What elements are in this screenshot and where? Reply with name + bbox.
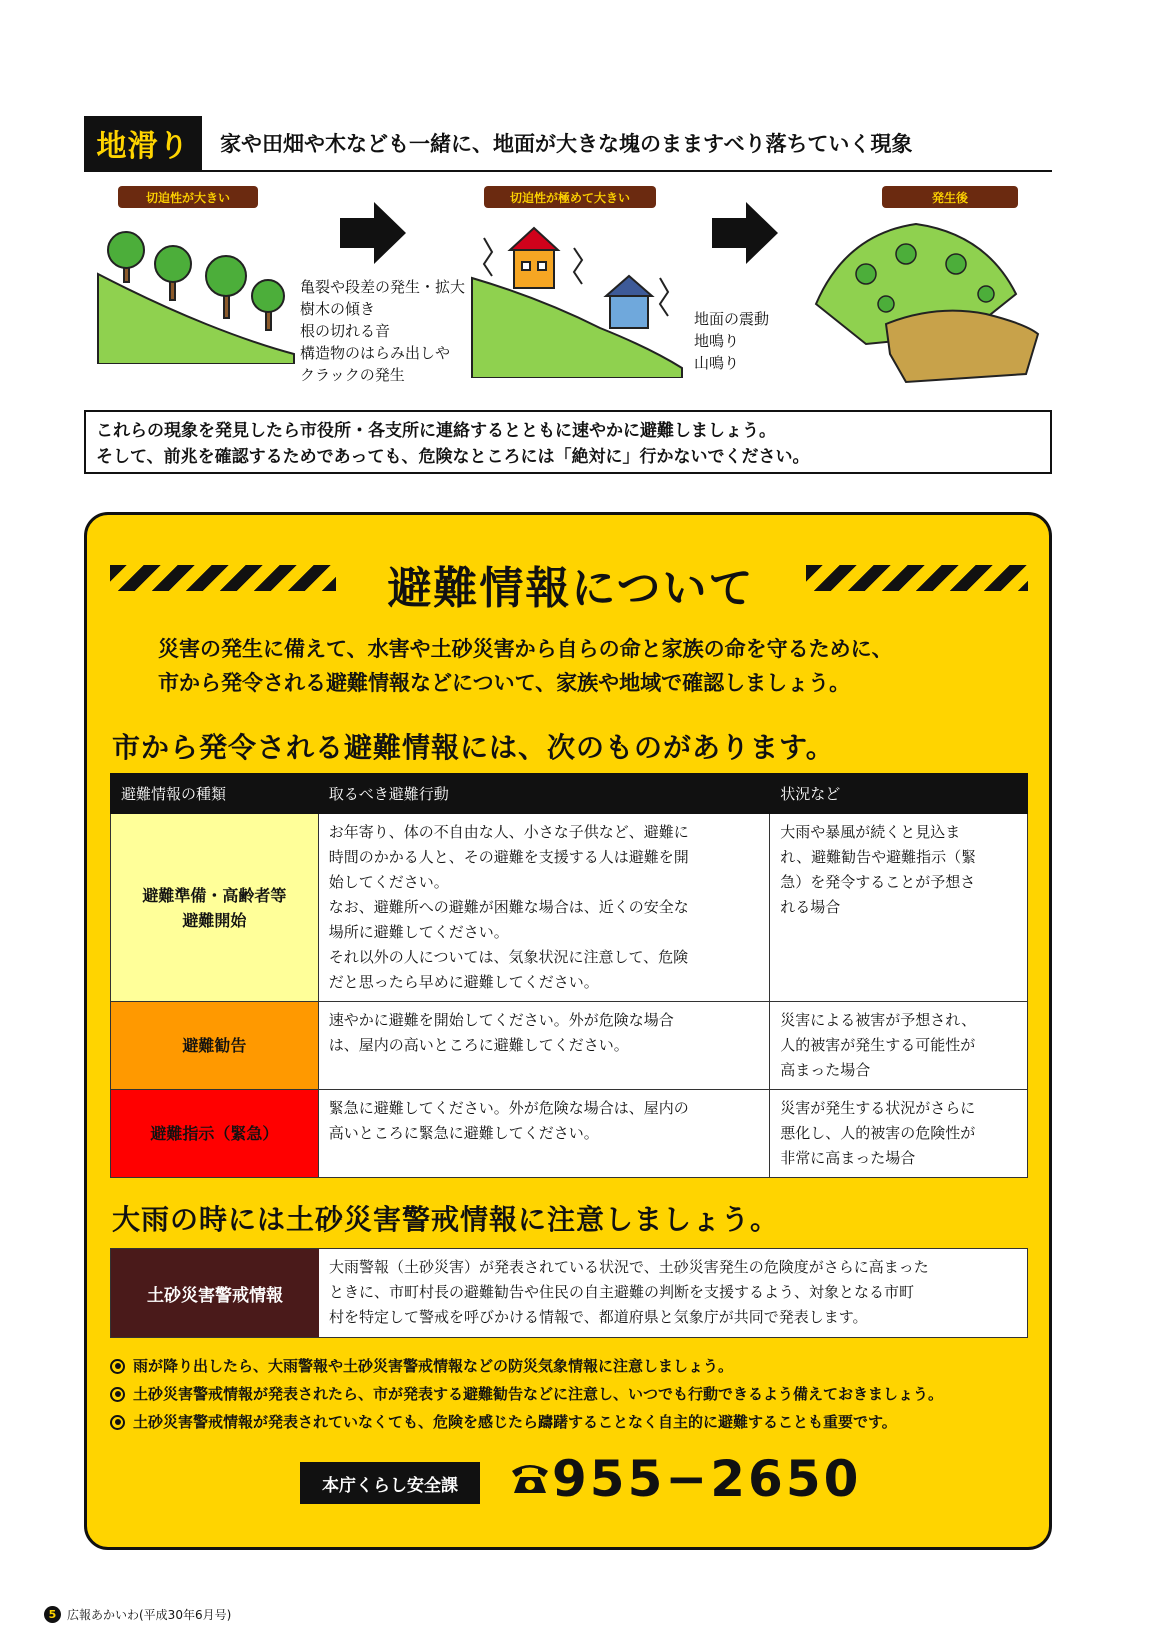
- type-cell-order: [111, 1090, 319, 1178]
- bullet-text: 土砂災害警戒情報が発表されていなくても、危険を感じたら躊躇することなく自主的に避難することも重要です。: [133, 1413, 897, 1431]
- arrow-right-icon: [340, 202, 406, 264]
- table-row: [111, 1090, 1028, 1178]
- slope-trees-illustration: [96, 214, 296, 364]
- column-header-status: 状況など: [770, 774, 1028, 814]
- sign-item: 樹木の傾き: [300, 300, 376, 318]
- action-line: お年寄り、体の不自由な人、小さな子供など、避難に: [328, 823, 689, 841]
- page-footer: [44, 1606, 231, 1623]
- status-line: 大雨や暴風が続くと見込ま: [780, 823, 961, 841]
- notice-line-2: そして、前兆を確認するためであっても、危険なところには「絶対に」行かないでください。: [96, 447, 810, 467]
- landslide-notice: [84, 410, 1052, 474]
- phone-icon: [508, 1461, 552, 1497]
- table-row: [111, 814, 1028, 1002]
- advice-list: [110, 1352, 943, 1436]
- type-label: 避難準備・高齢者等: [142, 885, 287, 905]
- page-number: 5: [44, 1606, 61, 1623]
- action-line: なお、避難所への避難が困難な場合は、近くの安全な: [328, 898, 689, 916]
- stage-label-2: 切迫性が極めて大きい: [484, 186, 656, 208]
- intro-line-1: 災害の発生に備えて、水害や土砂災害から自らの命と家族の命を守るために、: [158, 637, 893, 661]
- action-cell: [318, 814, 769, 1002]
- sign-item: 山鳴り: [694, 354, 740, 372]
- list-item: [110, 1380, 943, 1408]
- status-cell: [770, 814, 1028, 1002]
- warning-label: 土砂災害警戒情報: [111, 1249, 319, 1337]
- action-line: 場所に避難してください。: [328, 923, 509, 941]
- action-line: は、屋内の高いところに避難してください。: [328, 1036, 629, 1054]
- action-line: それ以外の人については、気象状況に注意して、危険: [328, 948, 689, 966]
- type-label: 避難開始: [182, 910, 247, 930]
- panel-title: 避難情報について: [387, 563, 755, 614]
- warning-text: [319, 1249, 1027, 1337]
- signs-list-2: [694, 308, 769, 374]
- status-line: れる場合: [780, 898, 841, 916]
- phone-contact: [508, 1450, 861, 1508]
- list-item: [110, 1352, 943, 1380]
- arrow-right-icon: [712, 202, 778, 264]
- table-row: [111, 1002, 1028, 1090]
- action-line: 時間のかかる人と、その避難を支援する人は避難を開: [328, 848, 689, 866]
- bullet-text: 土砂災害警戒情報が発表されたら、市が発表する避難勧告などに注意し、いつでも行動できるよう備えておきましょう。: [133, 1385, 944, 1403]
- sign-item: 根の切れる音: [300, 322, 391, 340]
- action-line: 高いところに緊急に避難してください。: [328, 1124, 599, 1142]
- signs-list-1: [300, 276, 465, 386]
- landslide-tag: 地滑り: [84, 116, 202, 170]
- shaking-houses-illustration: [470, 218, 684, 378]
- sign-item: 地面の震動: [694, 310, 770, 328]
- status-line: 急）を発令することが予想さ: [780, 873, 976, 891]
- section-divider: [84, 170, 1052, 172]
- type-label: 避難指示（緊急）: [150, 1124, 279, 1143]
- action-cell: [318, 1090, 769, 1178]
- bullet-icon: [110, 1387, 125, 1402]
- bullet-icon: [110, 1415, 125, 1430]
- status-line: 非常に高まった場合: [780, 1149, 916, 1167]
- evacuation-table: [110, 773, 1028, 1178]
- bullet-text: 雨が降り出したら、大雨警報や土砂災害警戒情報などの防災気象情報に注意しましょう。: [133, 1357, 734, 1375]
- sign-item: 地鳴り: [694, 332, 740, 350]
- bullet-icon: [110, 1359, 125, 1374]
- department-label: 本庁くらし安全課: [300, 1462, 480, 1504]
- warning-line: ときに、市町村長の避難勧告や住民の自主避難の判断を支援するよう、対象となる市町: [329, 1283, 915, 1301]
- type-label: 避難勧告: [182, 1036, 247, 1055]
- column-header-action: 取るべき避難行動: [318, 774, 769, 814]
- landslide-description: 家や田畑や木なども一緒に、地面が大きな塊のまますべり落ちていく現象: [220, 132, 913, 156]
- stage-label-1: 切迫性が大きい: [118, 186, 258, 208]
- stage-label-3: 発生後: [882, 186, 1018, 208]
- action-line: だと思ったら早めに避難してください。: [328, 973, 599, 991]
- status-line: 災害が発生する状況がさらに: [780, 1099, 976, 1117]
- action-line: 始してください。: [328, 873, 449, 891]
- hazard-stripes-right: [806, 565, 1028, 591]
- type-cell-advisory: [111, 1002, 319, 1090]
- status-line: 人的被害が発生する可能性が: [780, 1036, 976, 1054]
- status-line: 高まった場合: [780, 1061, 871, 1079]
- status-cell: [770, 1002, 1028, 1090]
- action-line: 緊急に避難してください。外が危険な場合は、屋内の: [328, 1099, 689, 1117]
- table-header-row: [111, 774, 1028, 814]
- status-line: れ、避難勧告や避難指示（緊: [780, 848, 977, 866]
- publication-name: 広報あかいわ(平成30年6月号): [67, 1608, 232, 1622]
- status-line: 悪化し、人的被害の危険性が: [780, 1124, 976, 1142]
- status-line: 災害による被害が予想され、: [780, 1011, 977, 1029]
- list-item: [110, 1408, 943, 1436]
- status-cell: [770, 1090, 1028, 1178]
- warning-heading: 大雨の時には土砂災害警戒情報に注意しましょう。: [112, 1203, 780, 1236]
- action-cell: [318, 1002, 769, 1090]
- intro-line-2: 市から発令される避難情報などについて、家族や地域で確認しましょう。: [158, 671, 851, 695]
- sign-item: 亀裂や段差の発生・拡大: [300, 278, 466, 296]
- hazard-stripes-left: [110, 565, 336, 591]
- warning-line: 大雨警報（土砂災害）が発表されている状況で、土砂災害発生の危険度がさらに高まった: [329, 1258, 929, 1276]
- collapsed-hill-illustration: [806, 214, 1046, 384]
- column-header-type: 避難情報の種類: [111, 774, 319, 814]
- warning-line: 村を特定して警戒を呼びかける情報で、都道府県と気象庁が共同で発表します。: [329, 1308, 868, 1326]
- action-line: 速やかに避難を開始してください。外が危険な場合: [328, 1011, 674, 1029]
- type-cell-prepare: [111, 814, 319, 1002]
- sign-item: クラックの発生: [300, 366, 405, 384]
- phone-number: 955−2650: [552, 1450, 862, 1508]
- sign-item: 構造物のはらみ出しや: [300, 344, 451, 362]
- sediment-warning-box: [110, 1248, 1028, 1338]
- notice-line-1: これらの現象を発見したら市役所・各支所に連絡するとともに速やかに避難しましょう。: [96, 421, 776, 441]
- evacuation-heading: 市から発令される避難情報には、次のものがあります。: [112, 731, 835, 764]
- panel-intro: [158, 632, 893, 700]
